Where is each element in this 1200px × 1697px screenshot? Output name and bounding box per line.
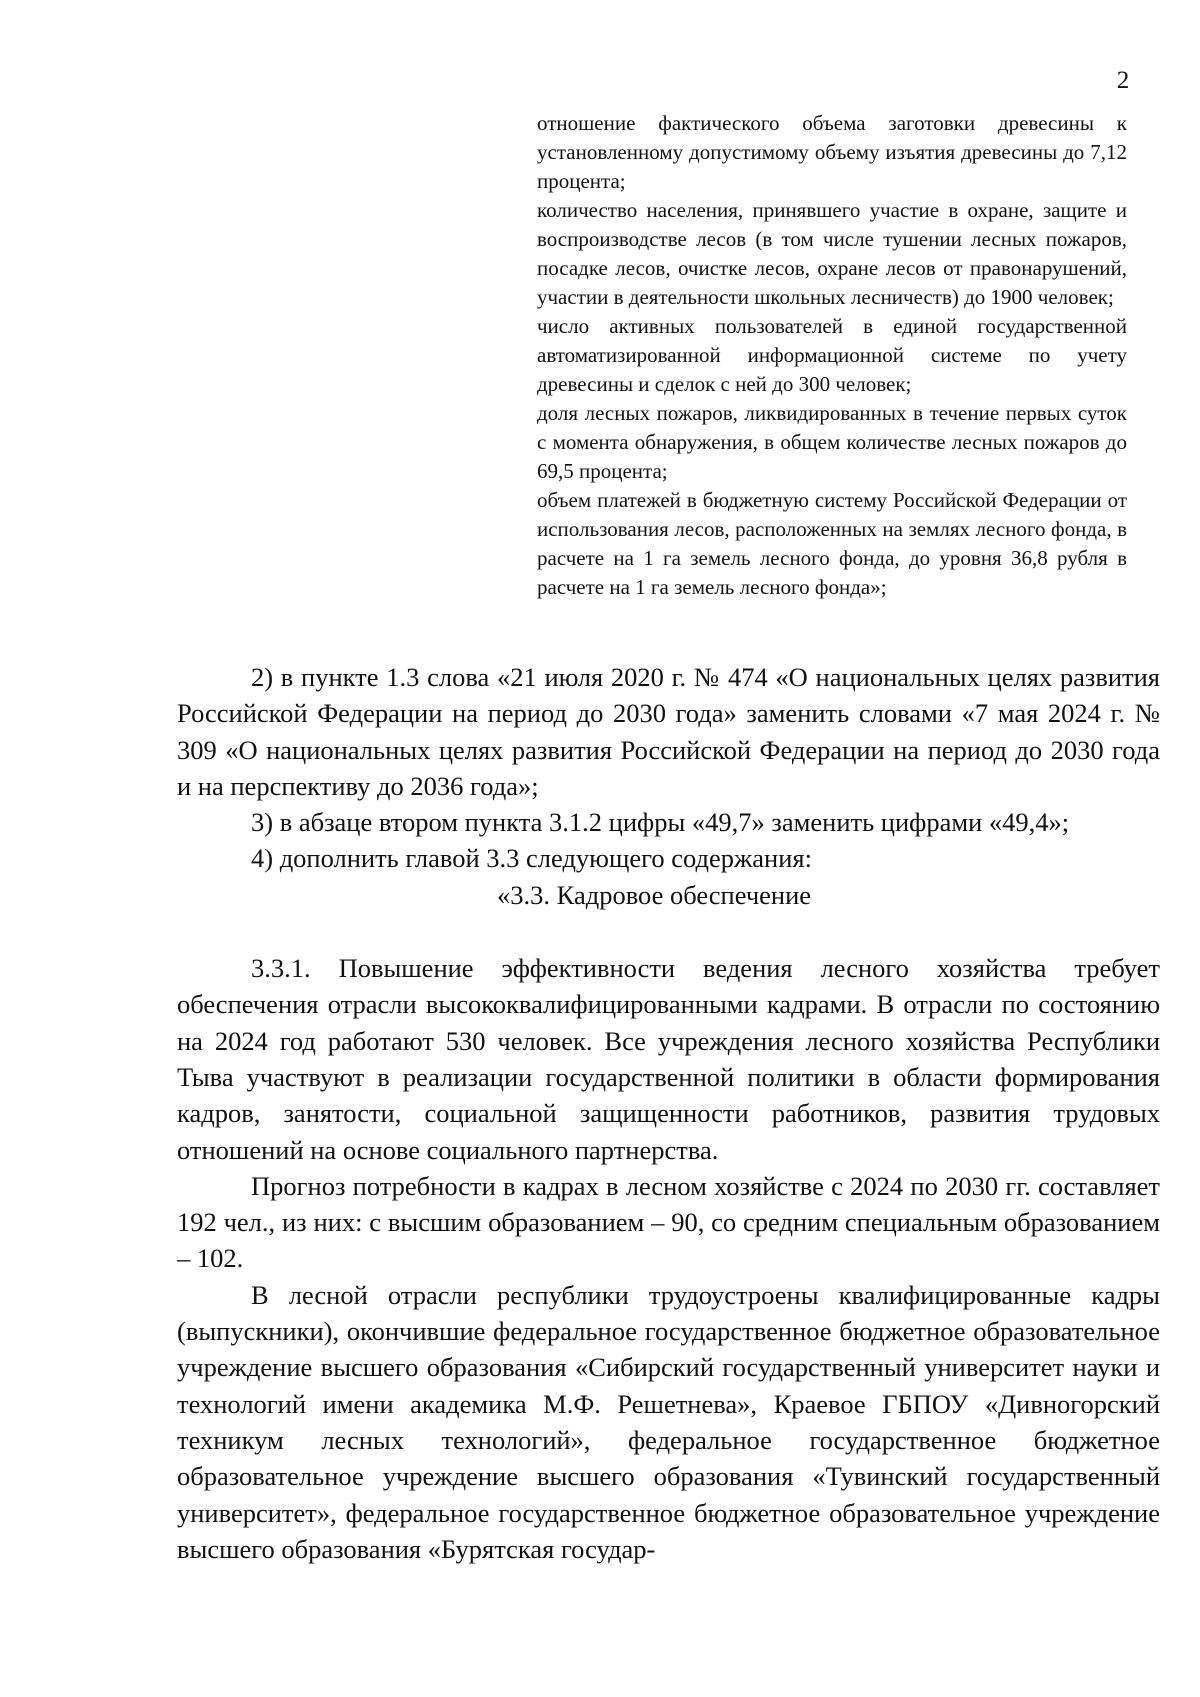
- paragraph-graduates: В лесной отрасли республики трудоустроены квалифицированные кадры (выпускники), окончившие федеральное государственное бюджетное образовательное учреждение высшего образования «Сибирский государственный университет науки и технологий имени академика М.Ф. Решетнева», Краевое ГБПОУ «Дивногорский техникум лесных технологий», федеральное государственное бюджетное образовательное учреждение высшего образования «Тувинский государственный университет», федеральное государственное бюджетное образовательное учреждение высшего образования «Бурятская государ-: [177, 1279, 1160, 1564]
- amendment-item-4: 4) дополнить главой 3.3 следующего содержания:: [251, 843, 812, 874]
- indicator-timber-harvest: отношение фактического объема заготовки древесины к установленному допустимому объему изъятия древесины до 7,12 процента;: [537, 111, 1127, 193]
- indicator-forest-fires: доля лесных пожаров, ликвидированных в течение первых суток с момента обнаружения, в общем количестве лесных пожаров до 69,5 процента;: [537, 401, 1127, 483]
- main-text: [177, 659, 1160, 1567]
- paragraph-3-3-1: 3.3.1. Повышение эффективности ведения лесного хозяйства требует обеспечения отрасли высококвалифицированными кадрами. В отрасли по состоянию на 2024 год работают 530 человек. Все учреждения лесного хозяйства Республики Тыва участвуют в реализации государственной политики в области формирования кадров, занятости, социальной защищенности работников, развития трудовых отношений на основе социального партнерства.: [177, 953, 1160, 1165]
- indicator-population-participation: количество населения, принявшего участие в охране, защите и воспроизводстве лесов (в том числе тушении лесных пожаров, посадке лесов, очистке лесов, охране лесов от правонарушений, участии в деятельности школьных лесничеств) до 1900 человек;: [537, 198, 1127, 309]
- page-number: 2: [1116, 67, 1130, 94]
- indicator-budget-payments: объем платежей в бюджетную систему Российской Федерации от использования лесов, расположенных на землях лесного фонда, в расчете на 1 га земель лесного фонда, до уровня 36,8 рубля в расчете на 1 га земель лесного фонда»;: [537, 488, 1127, 599]
- amendment-item-2: 2) в пункте 1.3 слова «21 июля 2020 г. № 474 «О национальных целях развития Российской Федерации на период до 2030 года» заменить словами «7 мая 2024 г. № 309 «О национальных целях развития Российской Федерации на период до 2030 года и на перспективу до 2036 года»;: [177, 662, 1160, 801]
- paragraph-forecast: Прогноз потребности в кадрах в лесном хозяйстве с 2024 по 2030 гг. составляет 192 чел., из них: с высшим образованием – 90, со средним специальным образованием – 102.: [177, 1170, 1160, 1274]
- amendment-item-3: 3) в абзаце втором пункта 3.1.2 цифры «49,7» заменить цифрами «49,4»;: [251, 807, 1070, 838]
- indicator-active-users: число активных пользователей в единой государственной автоматизированной информационной системе по учету древесины и сделок с ней до 300 человек;: [537, 314, 1127, 396]
- indicators-list: [537, 109, 1127, 602]
- section-heading: «3.3. Кадровое обеспечение: [497, 879, 812, 910]
